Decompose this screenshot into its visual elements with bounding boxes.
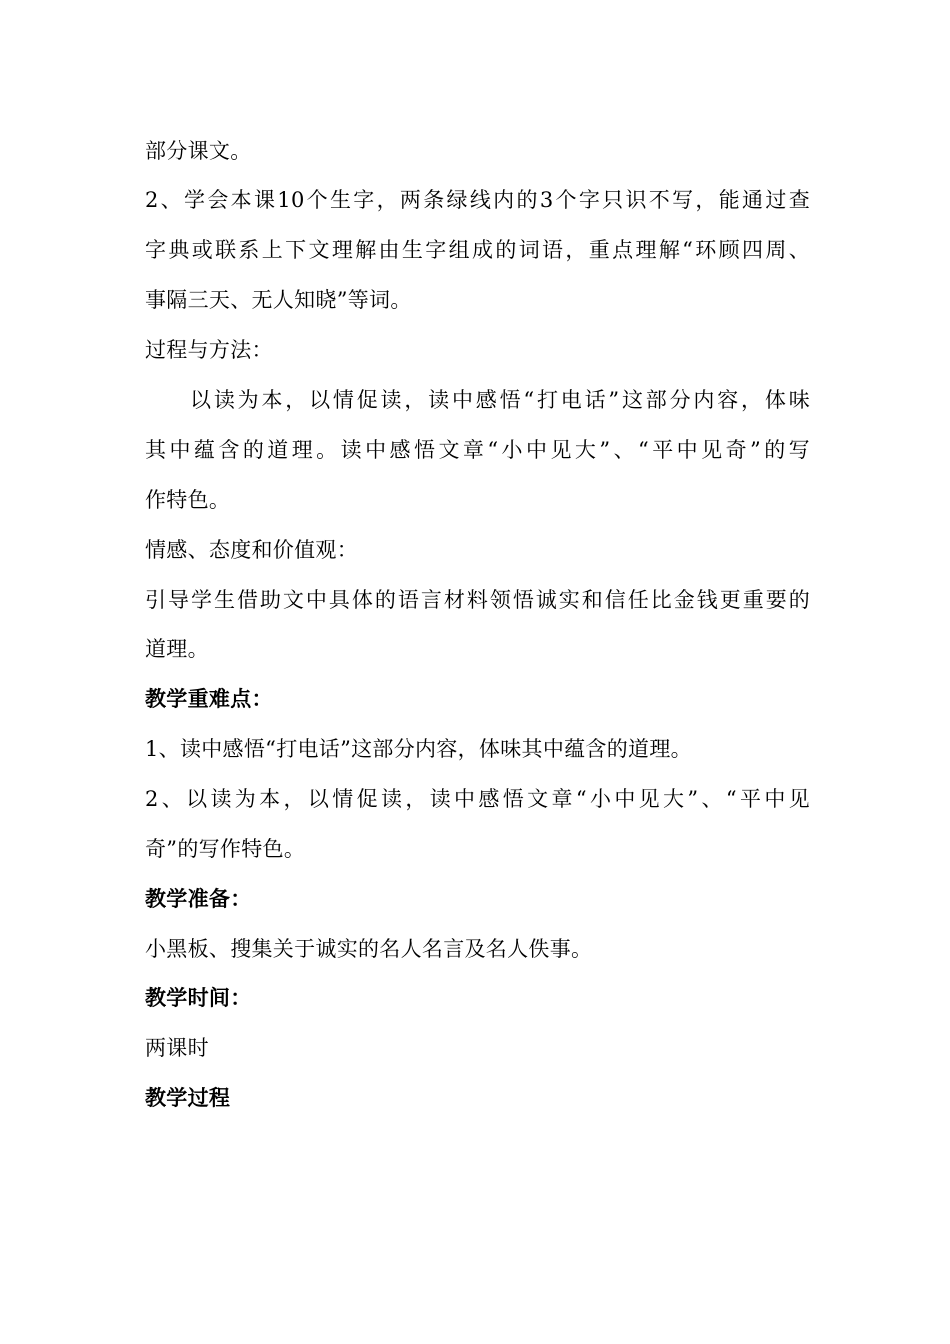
text-line: 以读为本，以情促读，读中感悟“打电话”这部分内容，体味 [190,388,810,412]
section-label: 情感、态度和价值观： [145,538,358,562]
text-line: 道理。 [145,637,209,661]
section-heading: 教学过程 [145,1085,231,1110]
text-line: 作特色。 [145,488,231,512]
text-line: 字典或联系上下文理解由生字组成的词语，重点理解“环顾四周、 [145,238,810,262]
text-line: 2、学会本课10个生字，两条绿线内的3个字只识不写，能通过查 [145,188,810,212]
text-line: 事隔三天、无人知晓”等词。 [145,288,412,312]
section-heading: 教学重难点： [145,686,273,711]
text-line: 部分课文。 [145,139,252,163]
text-line: 引导学生借助文中具体的语言材料领悟诚实和信任比金钱更重要的 [145,588,810,612]
section-heading: 教学准备： [145,886,252,911]
text-line: 其中蕴含的道理。读中感悟文章“小中见大”、“平中见奇”的写 [145,438,810,462]
text-line: 1、读中感悟“打电话”这部分内容，体味其中蕴含的道理。 [145,737,692,761]
text-line: 2、以读为本，以情促读，读中感悟文章“小中见大”、“平中见 [145,787,810,811]
text-line: 两课时 [145,1036,209,1060]
section-label: 过程与方法： [145,338,273,362]
section-heading: 教学时间： [145,985,252,1010]
text-line: 奇”的写作特色。 [145,837,306,861]
text-line: 小黑板、搜集关于诚实的名人名言及名人佚事。 [145,937,593,961]
